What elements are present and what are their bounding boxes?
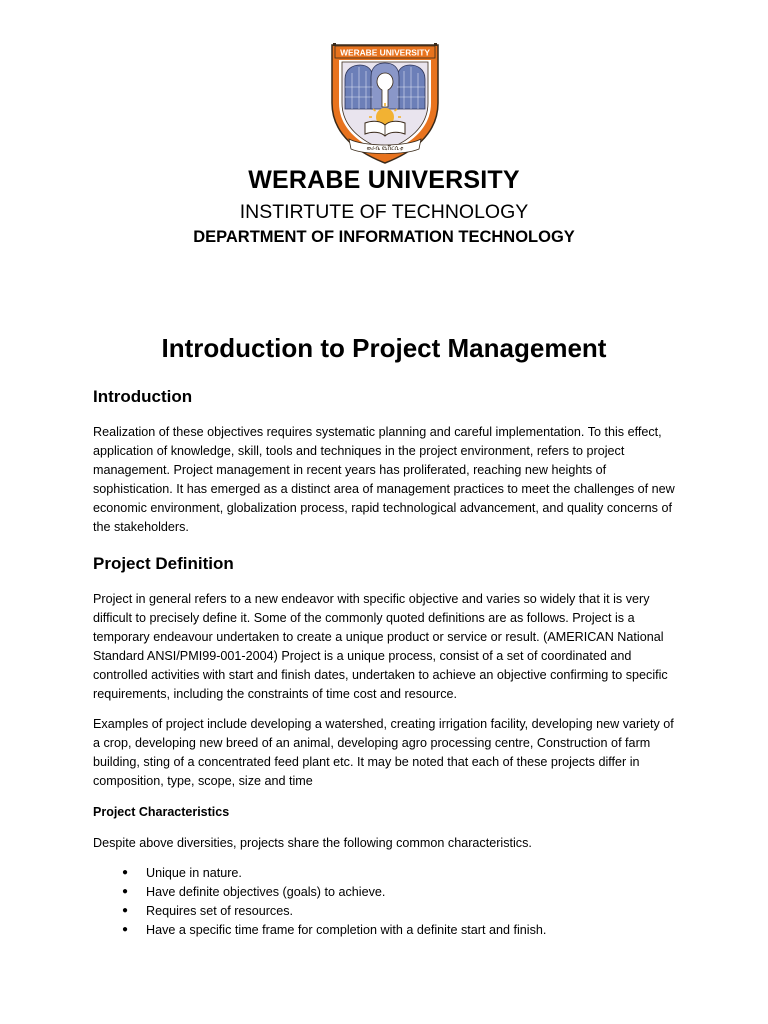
bullet-icon: ● — [122, 923, 129, 935]
project-characteristics-intro: Despite above diversities, projects share the following common characteristics. — [93, 835, 532, 850]
introduction-paragraph: Realization of these objectives requires systematic planning and careful implementation. To this effect, application of knowledge, skill, tools and techniques in the project environment, refers to project management. Project management in recent years has proliferated, reaching new heights of sophistication. It has emerged as a distinct area of management practices to meet the challenges of new economic environment, globalization process, rapid technological advancement, and quality concerns of the stakeholders. — [93, 425, 675, 534]
list-item — [93, 902, 678, 921]
list-item — [93, 864, 678, 883]
characteristics-list — [93, 864, 678, 939]
bullet-icon: ● — [122, 867, 129, 879]
bullet-icon: ● — [122, 886, 129, 898]
project-definition-heading: Project Definition — [93, 554, 234, 574]
introduction-heading: Introduction — [93, 387, 193, 406]
list-item — [93, 921, 678, 940]
logo-motto-text: ወራቤ ዩኒቨርሲቲ — [366, 145, 404, 152]
list-item-text: Have definite objectives (goals) to achieve. — [146, 885, 386, 900]
bullet-icon: ● — [122, 904, 129, 916]
document-body — [93, 383, 678, 939]
logo-banner-text: WERABE UNIVERSITY — [340, 47, 430, 58]
project-definition-paragraph-2: Examples of project include developing a watershed, creating irrigation facility, developing new variety of a crop, developing new breed of an animal, developing agro processing centre, Construction of farm building, sting of a concentrated feed plant etc. It may be noted that each of these projects differ in composition, type, scope, size and time — [93, 716, 674, 788]
project-definition-paragraph-1: Project in general refers to a new endeavor with specific objective and varies so widely that it is very difficult to precisely define it. Some of the commonly quoted definitions are as follows. Project is a temporary endeavour undertaken to create a unique product or service or result. (AMERICAN National Standard ANSI/PMI99-001-2004) Project is a unique process, consist of a set of coordinated and controlled activities with start and finish dates, undertaken to achieve an objective confirming to specific requirements, including the constraints of time cost and resource. — [93, 592, 668, 701]
department-name: DEPARTMENT OF INFORMATION TECHNOLOGY — [193, 228, 575, 246]
project-characteristics-heading: Project Characteristics — [93, 804, 230, 819]
document-title: Introduction to Project Management — [161, 333, 607, 363]
university-name: WERABE UNIVERSITY — [248, 166, 520, 194]
institute-name: INSTIRTUTE OF TECHNOLOGY — [239, 201, 529, 223]
list-item-text: Unique in nature. — [146, 866, 242, 881]
university-crest-logo — [329, 43, 441, 165]
list-item-text: Have a specific time frame for completion with a definite start and finish. — [146, 922, 547, 937]
list-item — [93, 883, 678, 902]
list-item-text: Requires set of resources. — [146, 903, 293, 918]
